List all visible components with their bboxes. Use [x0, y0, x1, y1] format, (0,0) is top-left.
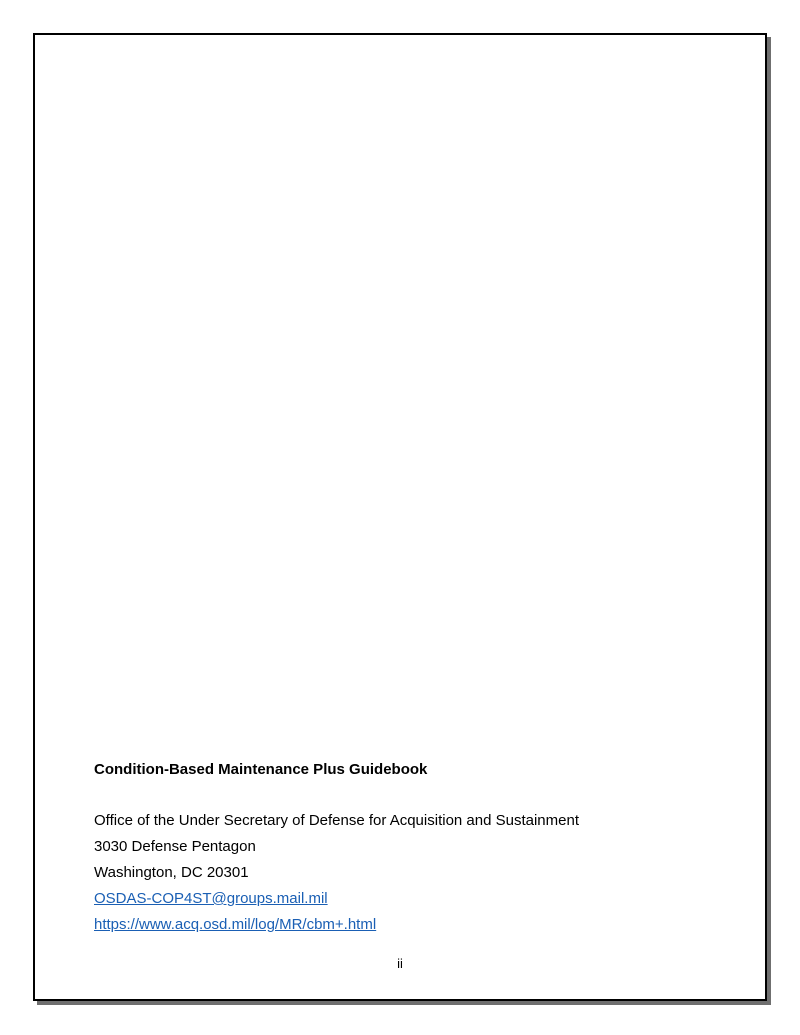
email-link[interactable]: OSDAS-COP4ST@groups.mail.mil	[94, 890, 328, 907]
page-number: ii	[397, 956, 403, 971]
website-link[interactable]: https://www.acq.osd.mil/log/MR/cbm+.html	[94, 916, 377, 933]
address-line-2: Washington, DC 20301	[94, 864, 249, 881]
office-name: Office of the Under Secretary of Defense for Acquisition and Sustainment	[94, 812, 579, 829]
address-line-1: 3030 Defense Pentagon	[94, 838, 256, 855]
document-title: Condition-Based Maintenance Plus Guidebook	[94, 761, 428, 778]
